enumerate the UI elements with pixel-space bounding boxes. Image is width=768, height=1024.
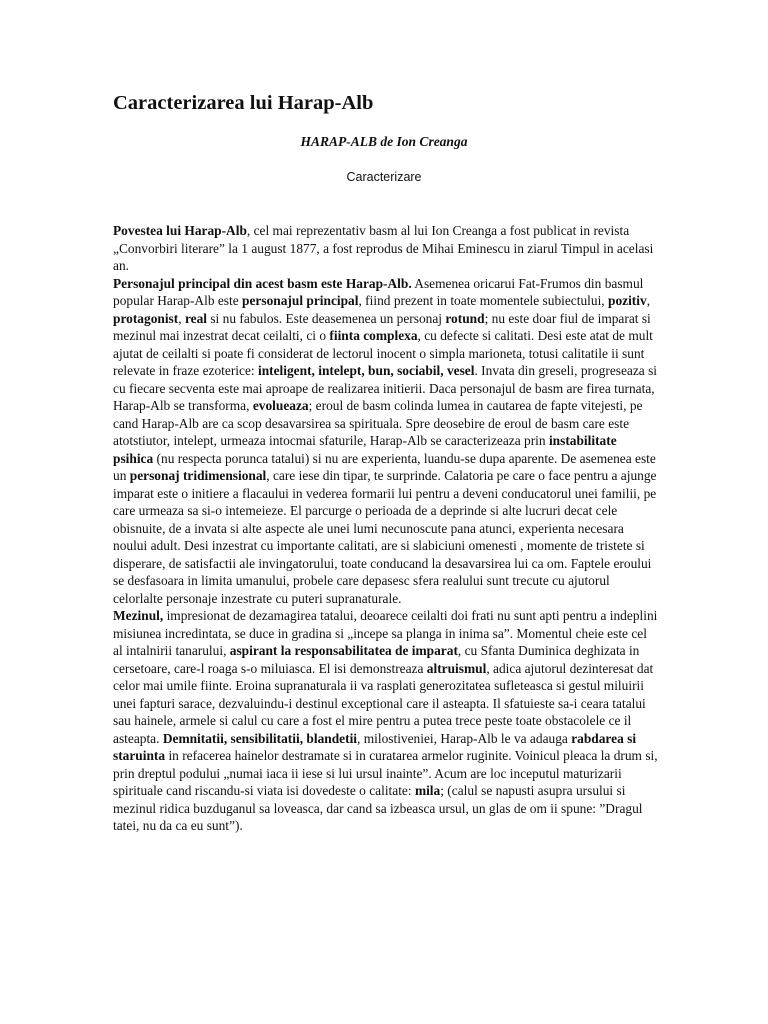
bold-text: mila [414, 783, 441, 798]
bold-text: personaj tridimensional [129, 468, 267, 483]
text-run: si nu fabulos. Este deasemenea un personaj [207, 310, 446, 326]
document-body [113, 222, 658, 835]
text-run: . Invata din greseli, progreseaza si cu fiecare secventa este mai aproape de realizarea initierii. Daca personajul de basm are firea turnata, Harap-Alb se transforma, [113, 363, 658, 413]
text-run: Asemenea oricarui Fat-Frumos din basmul popular Harap-Alb este [113, 275, 644, 308]
text-run: (nu respecta porunca tatalui) si nu are experienta, luandu-se dupa aparente. De asemenea este un [113, 450, 656, 483]
bold-text: pozitiv [608, 293, 647, 308]
text-run: in refacerea hainelor destramate si in curatarea armelor ruginite. Voinicul pleaca la drum si, prin dreptul podului „numai iaca ii iese si lui ursul inainte”. Acum are loc inceputul maturizarii spirituale cand riscandu-si viata isi dovedeste o calitate: [113, 748, 658, 798]
document-subtitle: HARAP-ALB de Ion Creanga [300, 134, 468, 149]
bold-text: Povestea lui Harap-Alb [113, 223, 247, 238]
text-run: , [178, 310, 185, 326]
text-run: , cu Sfanta Duminica deghizata in cersetoare, care-l roaga s-o miluiasca. El isi demonstreaza [113, 643, 640, 676]
paragraph [113, 222, 658, 275]
text-run: ; eroul de basm colinda lumea in cautarea de fapte vitejesti, pe cand Harap-Alb are ca scop desavarsirea sa spirituala. Spre deosebire de eroul de basm care este atotstiutor, intelept, urmeaza intocmai sfaturile, Harap-Alb se caracterizeaza prin [113, 398, 643, 448]
bold-text: personajul principal [242, 293, 359, 308]
page-title: Caracterizarea lui Harap-Alb [113, 92, 374, 114]
bold-text: altruismul [426, 660, 487, 676]
text-run: , care iese din tipar, te surprinde. Calatoria pe care o face pentru a ajunge imparat este o initiere a flacaului in vederea formarii lui pentru a deveni conducatorul unei familii, pe care urmeaza sa si-o intemeieze. El parcurge o perioada de a deprinde si alte lucruri decat cele obisnuite, de a invata si alte aspecte ale unei lumi necunoscute pana atunci, experienta necesara noului adult. Desi inzestrat cu importante calitati, are si slabiciuni omenesti , momente de tristete si disperare, de satisfactii ale invingatorului, toate conducand la desavarsirea lui ca om. Faptele eroului se desfasoara in limita umanului, probele care depasesc sfera realului sunt trecute cu ajutorul celorlalte personaje inzestrate cu puteri supranaturale. [113, 468, 657, 606]
text-run: , [646, 293, 651, 308]
text-run: ; nu este doar fiul de imparat si mezinul mai inzestrat decat ceilalti, ci o [113, 310, 651, 343]
bold-text: Mezinul, [113, 608, 164, 623]
text-run: , adica ajutorul dezinteresat dat celor mai umile fiinte. Eroina supranaturala ii va rasplati generozitatea sufleteasca si gestul miluirii unei fapturi sarace, dezvaluindu-i destinul exceptional care il asteapta. Il sfatuieste sa-i ceara tatalui sau hainele, armele si calul cu care a fost el mire pentru a putea trece peste toate obstacolele ce il asteapta. [113, 660, 654, 746]
paragraph [113, 275, 658, 608]
bold-text: rotund [445, 310, 485, 326]
text-run: , cel mai reprezentativ basm al lui Ion Creanga a fost publicat in revista „Convorbiri literare” la 1 august 1877, a fost reprodus de Mihai Eminescu in ziarul Timpul in acelasi an. [113, 223, 654, 273]
bold-text: aspirant la responsabilitatea de imparat [229, 643, 458, 658]
bold-text: instabilitate psihica [113, 433, 617, 466]
bold-text: rabdarea si staruinta [113, 730, 637, 763]
bold-text: Personajul principal din acest basm este Harap-Alb. [113, 275, 412, 291]
bold-text: evolueaza [252, 398, 309, 413]
bold-text: Demnitatii, sensibilitatii, blandetii [162, 730, 358, 746]
text-run: , cu defecte si calitati. Desi este atat de mult ajutat de ceilalti si poate fi considerat de lectorul inocent o simpla marioneta, totusi calitatile ii sunt relevate in fraze ezoterice: [113, 328, 653, 378]
text-run: ; (calul se napusti asupra ursului si mezinul ridica buzduganul sa loveasca, dar cand sa izbeasca ursul, un glas de om ii spune: ”Dragul tatei, nu da ca eu sunt”). [113, 783, 643, 833]
text-run: , milostiveniei, Harap-Alb le va adauga [357, 730, 572, 746]
text-run: impresionat de dezamagirea tatalui, deoarece ceilalti doi frati nu sunt apti pentru a indeplini misiunea incredintata, se duce in gradina si „incepe sa planga in inima sa”. Momentul cheie este cel al intalnirii tanarului, [113, 608, 658, 658]
bold-text: fiinta complexa [329, 328, 418, 343]
bold-text: protagonist [113, 310, 179, 326]
text-run: , fiind prezent in toate momentele subiectului, [358, 293, 608, 308]
bold-text: inteligent, intelept, bun, sociabil, vesel [257, 363, 475, 378]
bold-text: real [184, 310, 207, 326]
paragraph [113, 607, 658, 835]
section-label: Caracterizare [346, 170, 422, 184]
